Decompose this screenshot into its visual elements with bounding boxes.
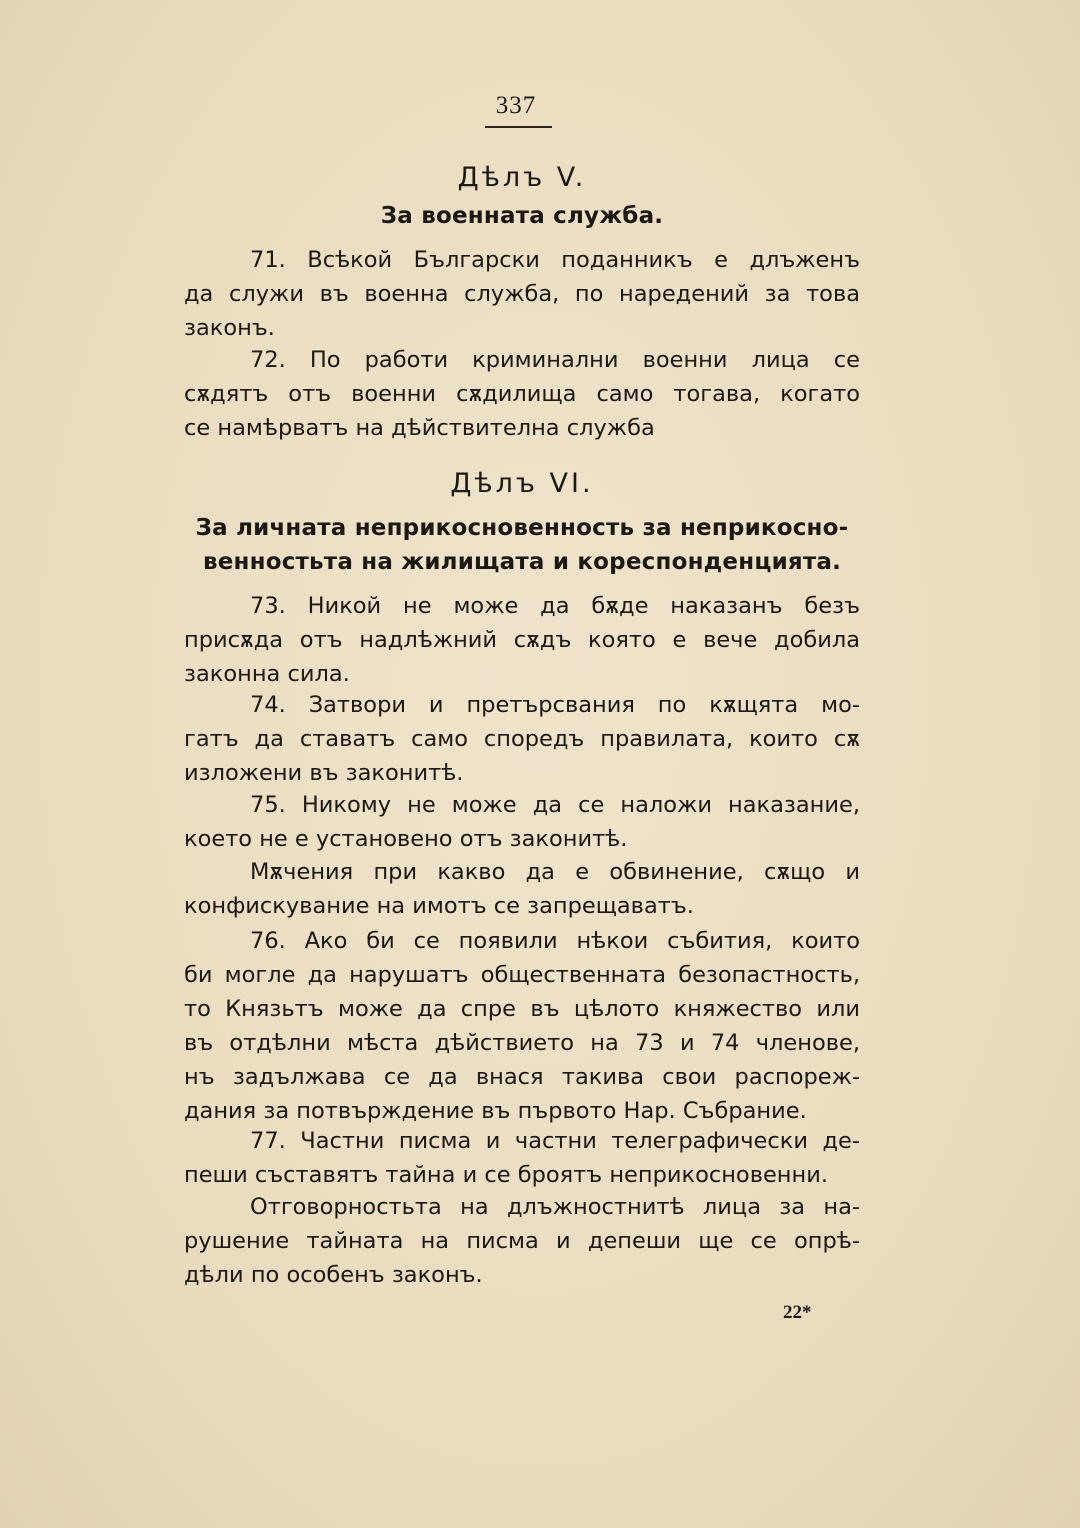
page-number: 337 (495, 92, 537, 119)
text-line: въ отдѣлни мѣста дѣйствието на 73 и 74 членове, (184, 1030, 860, 1056)
text-line: 74. Затвори и претърсвания по кѫщята мо- (250, 692, 860, 718)
article-73 (184, 589, 860, 691)
text-line: 71. Всѣкой Български поданникъ е длъженъ (250, 247, 860, 273)
part-6-title-line: За личната неприкосновенность за неприкосно- (195, 515, 849, 541)
signature-mark: 22* (783, 1302, 812, 1323)
text-line: гатъ да ставатъ само споредъ правилата, които сѫ (184, 726, 860, 752)
text-line: пеши съставятъ тайна и се броятъ неприкосновенни. (184, 1162, 828, 1188)
article-71 (184, 243, 860, 345)
text-line: конфискувание на имотъ се запрещаватъ. (184, 893, 694, 919)
article-74 (184, 688, 860, 790)
part-6-heading: Дѣлъ VI. (450, 468, 594, 499)
part-5-title: За военната служба. (380, 203, 664, 229)
text-line: 77. Частни писма и частни телеграфически де- (250, 1128, 860, 1154)
part-5-heading: Дѣлъ V. (457, 162, 587, 193)
text-line: нъ задължава се да внася такива свои распореж- (184, 1064, 860, 1090)
text-line: сѫдятъ отъ военни сѫдилища само тогава, когато (184, 381, 860, 407)
part-6-title-line: венностьта на жилищата и кореспонденцията. (202, 549, 842, 575)
article-72 (184, 343, 860, 445)
text-line: рушение тайната на писма и депеши ще се опрѣ- (184, 1228, 860, 1254)
text-line: присѫда отъ надлѣжний сѫдъ която е вече добила (184, 627, 860, 653)
responsibility-paragraph (184, 1190, 860, 1292)
article-77 (184, 1124, 860, 1192)
text-line: 73. Никой не може да бѫде наказанъ безъ (250, 593, 860, 619)
torture-paragraph (184, 855, 860, 923)
text-line: изложени въ законитѣ. (184, 760, 464, 786)
article-76 (184, 924, 860, 1128)
text-line: 76. Ако би се появили нѣкои събития, които (250, 928, 860, 954)
text-line: то Князьтъ може да спре въ цѣлото княжество или (184, 996, 860, 1022)
text-line: дѣли по особенъ законъ. (184, 1262, 483, 1288)
text-line: дания за потвърждение въ първото Нар. Събрание. (184, 1098, 807, 1124)
text-line: 72. По работи криминални военни лица се (250, 347, 860, 373)
text-line: да служи въ военна служба, по наредений за това (184, 281, 860, 307)
text-line: Мѫчения при какво да е обвинение, сѫщо и (250, 859, 860, 885)
text-line: законъ. (184, 315, 275, 341)
text-line: Отговорностьта на длъжностнитѣ лица за на- (250, 1194, 860, 1220)
text-line: което не е установено отъ законитѣ. (184, 826, 628, 852)
text-line: би могле да нарушатъ общественната безопастность, (184, 962, 860, 988)
text-line: 75. Никому не може да се наложи наказание, (250, 792, 860, 818)
part-6-title (184, 511, 860, 579)
page-number-rule (485, 126, 552, 128)
text-line: законна сила. (184, 661, 350, 687)
text-line: се намѣрватъ на дѣйствителна служба (184, 415, 655, 441)
article-75 (184, 788, 860, 856)
